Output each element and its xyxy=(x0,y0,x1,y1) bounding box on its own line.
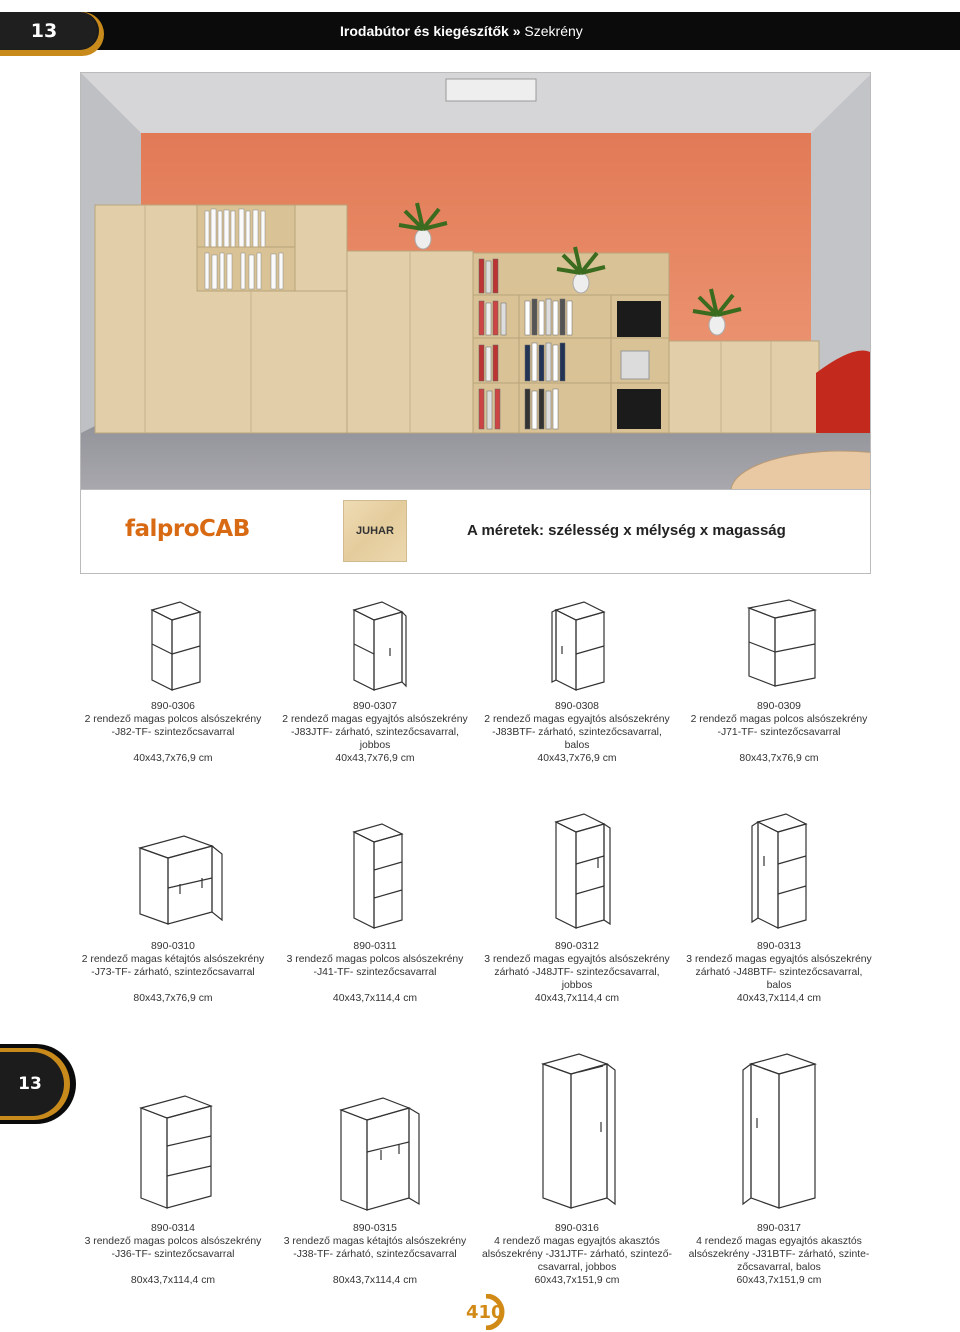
page-number-badge xyxy=(450,1294,510,1330)
dimensions-note: A méretek: szélesség x mélység x magasság xyxy=(467,522,786,539)
info-band xyxy=(80,490,871,574)
product-info xyxy=(681,940,877,1005)
product-description: 3 rendező magas polcos alsószekrény xyxy=(286,954,464,965)
product-card xyxy=(681,812,877,1004)
product-code: 890-0316 xyxy=(555,1223,599,1234)
product-size: 40x43,7x76,9 cm xyxy=(537,753,617,764)
product-description: 3 rendező magas egyajtós alsószekrény xyxy=(484,954,670,965)
product-size: 80x43,7x114,4 cm xyxy=(332,1275,418,1286)
product-info xyxy=(479,940,675,1005)
product-description: 4 rendező magas egyajtós akasztós xyxy=(696,1236,862,1247)
product-card xyxy=(75,1094,271,1286)
product-info xyxy=(75,940,271,1005)
product-description: 2 rendező magas kétajtós alsószekrény xyxy=(81,954,265,965)
product-code: 890-0312 xyxy=(555,941,599,952)
product-size: 60x43,7x151,9 cm xyxy=(736,1275,822,1286)
product-description: -J83JTF- zárható, szintezőcsavarral, xyxy=(290,727,460,738)
cabinet-drawing xyxy=(542,812,612,932)
product-card xyxy=(75,822,271,1004)
product-description xyxy=(75,739,271,752)
product-card xyxy=(277,822,473,1004)
finish-label: JUHAR xyxy=(356,525,394,537)
product-code: 890-0315 xyxy=(353,1223,397,1234)
product-size: 40x43,7x114,4 cm xyxy=(534,993,620,1004)
product-description: 3 rendező magas polcos alsószekrény xyxy=(84,1236,262,1247)
product-description: zárható -J48BTF- szintezőcsavarral, xyxy=(695,967,863,978)
finish-swatch xyxy=(343,500,407,562)
product-card xyxy=(277,1094,473,1286)
product-size: 40x43,7x114,4 cm xyxy=(736,993,822,1004)
chapter-number: 13 xyxy=(30,20,58,42)
product-info xyxy=(277,940,473,1005)
product-size: 80x43,7x114,4 cm xyxy=(130,1275,216,1286)
product-card xyxy=(75,598,271,764)
room-photo xyxy=(80,72,871,490)
product-description xyxy=(681,739,877,752)
product-description: 3 rendező magas egyajtós alsószekrény xyxy=(686,954,872,965)
product-description: 2 rendező magas polcos alsószekrény xyxy=(84,714,262,725)
product-description: -J82-TF- szintezőcsavarral xyxy=(111,727,235,738)
breadcrumb xyxy=(340,12,583,50)
product-description: jobbos xyxy=(561,980,593,991)
product-description xyxy=(277,979,473,992)
product-info xyxy=(277,700,473,765)
product-description: -J38-TF- zárható, szintezőcsavarral xyxy=(293,1249,457,1260)
product-code: 890-0317 xyxy=(757,1223,801,1234)
product-description: zárható -J48JTF- szintezőcsavarral, xyxy=(494,967,660,978)
cabinet-drawing xyxy=(527,1052,627,1212)
product-description: zőcsavarral, balos xyxy=(737,1262,821,1273)
product-description: balos xyxy=(766,980,792,991)
product-info xyxy=(75,1222,271,1287)
product-info xyxy=(75,700,271,765)
product-description: 4 rendező magas egyajtós akasztós xyxy=(494,1236,660,1247)
product-description xyxy=(75,1261,271,1274)
product-description: -J71-TF- szintezőcsavarral xyxy=(717,727,841,738)
product-code: 890-0309 xyxy=(757,701,801,712)
product-description: 2 rendező magas egyajtós alsószekrény xyxy=(282,714,468,725)
chapter-tab xyxy=(0,12,104,56)
product-code: 890-0310 xyxy=(151,941,195,952)
product-size: 80x43,7x76,9 cm xyxy=(133,993,213,1004)
product-code: 890-0307 xyxy=(353,701,397,712)
cabinet-drawing xyxy=(729,598,829,694)
side-chapter-tab xyxy=(0,1044,76,1124)
product-description: -J73-TF- zárható, szintezőcsavarral xyxy=(91,967,255,978)
brand-name: falproCAB xyxy=(125,516,250,542)
product-size: 80x43,7x76,9 cm xyxy=(739,753,819,764)
product-info xyxy=(681,1222,877,1287)
product-description: -J36-TF- szintezőcsavarral xyxy=(111,1249,235,1260)
product-description: -J41-TF- szintezőcsavarral xyxy=(313,967,437,978)
cabinet-drawing xyxy=(325,1094,425,1214)
product-description: 3 rendező magas kétajtós alsószekrény xyxy=(283,1236,467,1247)
page-number: 410 xyxy=(466,1302,504,1323)
product-code: 890-0306 xyxy=(151,701,195,712)
cabinet-drawing xyxy=(729,1052,829,1212)
product-size: 40x43,7x76,9 cm xyxy=(335,753,415,764)
product-description: alsószekrény -J31BTF- zárható, szinte- xyxy=(688,1249,870,1260)
product-description: 2 rendező magas polcos alsószekrény xyxy=(690,714,868,725)
product-code: 890-0311 xyxy=(353,941,397,952)
cabinet-drawing xyxy=(138,598,208,694)
product-card xyxy=(681,1052,877,1286)
breadcrumb-subcategory: Szekrény xyxy=(524,23,583,39)
cabinet-drawing xyxy=(123,1094,223,1214)
product-size: 40x43,7x76,9 cm xyxy=(133,753,213,764)
office-room-illustration xyxy=(81,73,871,490)
cabinet-drawing xyxy=(118,822,228,932)
cabinet-drawing xyxy=(744,812,814,932)
product-size: 60x43,7x151,9 cm xyxy=(534,1275,620,1286)
product-description xyxy=(277,1261,473,1274)
product-card xyxy=(277,598,473,764)
product-description: alsószekrény -J31JTF- zárható, szintező- xyxy=(482,1249,672,1260)
product-code: 890-0314 xyxy=(151,1223,195,1234)
cabinet-drawing xyxy=(542,598,612,694)
product-description: balos xyxy=(564,740,590,751)
product-description: -J83BTF- zárható, szintezőcsavarral, xyxy=(492,727,662,738)
product-info xyxy=(479,700,675,765)
product-info xyxy=(277,1222,473,1287)
cabinet-drawing xyxy=(340,822,410,932)
product-info xyxy=(681,700,877,765)
cabinet-drawing xyxy=(340,598,410,694)
product-card xyxy=(479,812,675,1004)
side-chapter-number: 13 xyxy=(18,1074,42,1094)
product-description: jobbos xyxy=(359,740,391,751)
product-card xyxy=(681,598,877,764)
product-size: 40x43,7x114,4 cm xyxy=(332,993,418,1004)
product-description xyxy=(75,979,271,992)
product-description: csavarral, jobbos xyxy=(537,1262,617,1273)
product-card xyxy=(479,1052,675,1286)
breadcrumb-category: Irodabútor és kiegészítők xyxy=(340,23,509,39)
product-card xyxy=(479,598,675,764)
product-description: 2 rendező magas egyajtós alsószekrény xyxy=(484,714,670,725)
product-code: 890-0313 xyxy=(757,941,801,952)
breadcrumb-separator: » xyxy=(512,23,521,39)
product-code: 890-0308 xyxy=(555,701,599,712)
product-info xyxy=(479,1222,675,1287)
